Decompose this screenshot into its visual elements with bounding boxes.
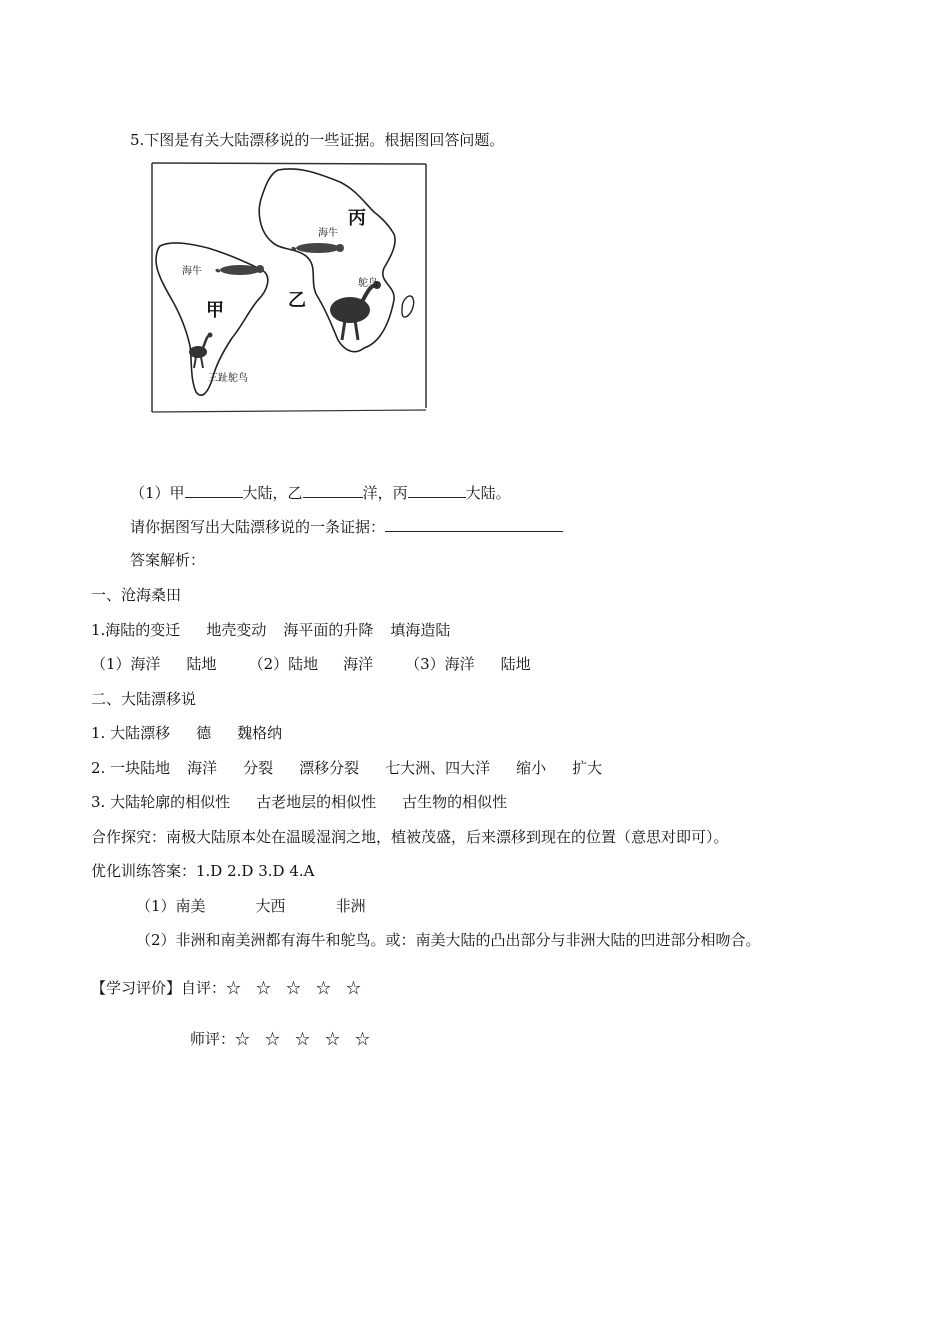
label-rhea-samerica: 三趾鸵鸟: [208, 373, 248, 384]
s1-line1: 1.海陆的变迁 地壳变动 海平面的升降 填海造陆: [91, 621, 451, 639]
label-manatee-africa: 海牛: [318, 228, 338, 239]
s2-line3: 3. 大陆轮廓的相似性 古老地层的相似性 古生物的相似性: [91, 793, 508, 811]
rhea-icon: [189, 333, 213, 369]
label-ostrich-africa: 鸵鸟: [358, 278, 378, 289]
label-manatee-samerica: 海牛: [182, 266, 202, 277]
teacher-rating-stars[interactable]: ☆ ☆ ☆ ☆ ☆: [235, 1030, 371, 1048]
s2-line1: 1. 大陆漂移 德 魏格纳: [91, 724, 283, 742]
madagascar-outline: [402, 296, 414, 317]
map-frame: [152, 163, 426, 412]
manatee-icon: [292, 243, 345, 253]
teacher-evaluation: 师评：☆ ☆ ☆ ☆ ☆: [190, 1030, 371, 1048]
self-evaluation: 【学习评价】自评：☆ ☆ ☆ ☆ ☆: [91, 979, 362, 997]
cooperation-answer: 合作探究：南极大陆原本处在温暖湿润之地，植被茂盛，后来漂移到现在的位置（意思对即可）。: [91, 828, 729, 846]
self-rating-stars[interactable]: ☆ ☆ ☆ ☆ ☆: [226, 979, 362, 997]
answers-heading: 答案解析：: [130, 551, 206, 569]
section2-title: 二、大陆漂移说: [91, 690, 197, 708]
s2-line2: 2. 一块陆地 海洋 分裂 漂移分裂 七大洲、四大洋 缩小 扩大: [91, 759, 603, 777]
label-bing: 丙: [348, 208, 366, 229]
question-1: （1）甲 大陆，乙 洋，丙 大陆。: [130, 484, 511, 502]
ostrich-icon: [330, 281, 381, 340]
continental-drift-map: [150, 160, 430, 415]
question-title: 5.下图是有关大陆漂移说的一些证据。根据图回答问题。: [130, 131, 505, 149]
t2-line: （2）非洲和南美洲都有海牛和鸵鸟。或：南美大陆的凸出部分与非洲大陆的凹进部分相吻合。: [136, 931, 761, 949]
s1-line2: （1）海洋 陆地 （2）陆地 海洋 （3）海洋 陆地: [91, 655, 531, 673]
t1-line: （1）南美 大西 非洲: [136, 897, 366, 915]
section1-title: 一、沧海桑田: [91, 586, 182, 604]
training-answers: 优化训练答案：1.D 2.D 3.D 4.A: [91, 862, 315, 880]
blank-jia[interactable]: [185, 482, 243, 498]
blank-evidence[interactable]: [385, 516, 563, 532]
manatee-icon: [216, 265, 265, 275]
question-2: 请你据图写出大陆漂移说的一条证据：: [130, 516, 563, 537]
blank-bing[interactable]: [408, 482, 466, 498]
label-jia: 甲: [206, 300, 224, 321]
blank-yi[interactable]: [303, 482, 363, 498]
label-yi: 乙: [288, 290, 306, 311]
africa-outline: [259, 169, 395, 352]
